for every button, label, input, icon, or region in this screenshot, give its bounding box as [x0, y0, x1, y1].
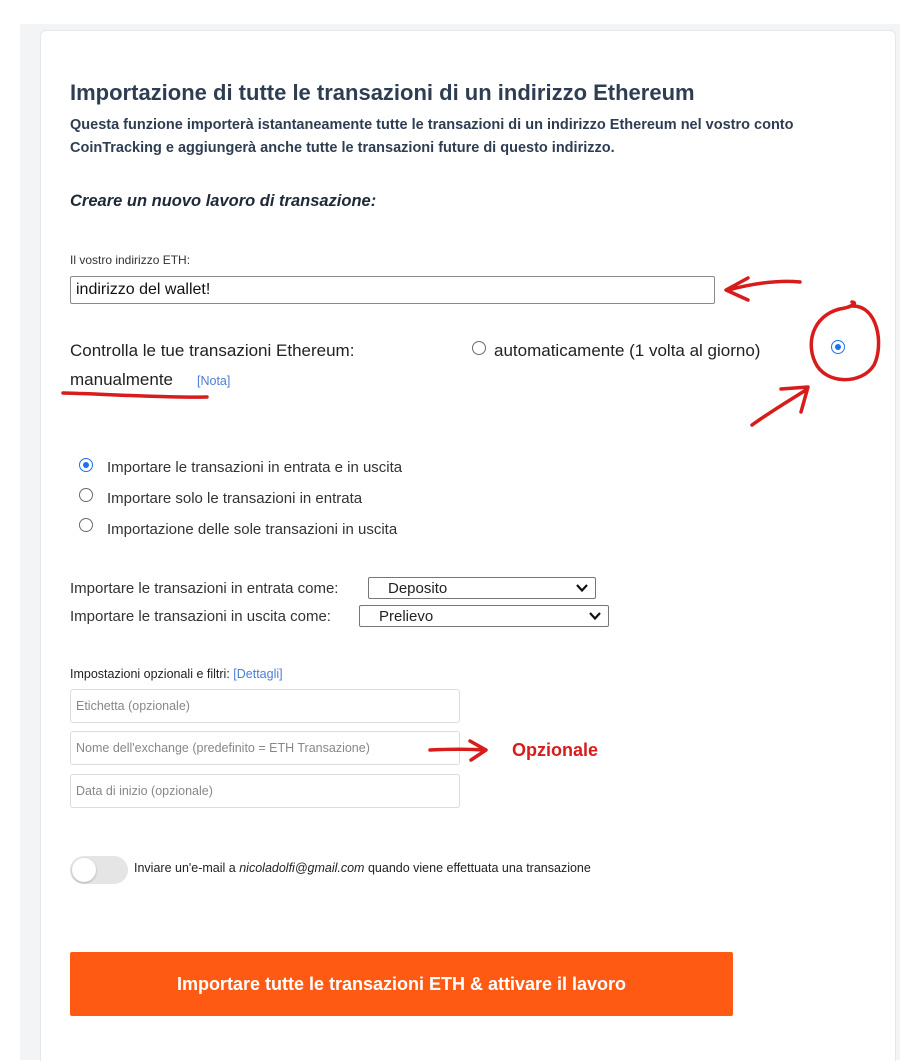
- radio-automatic[interactable]: [472, 341, 486, 355]
- radio-import-out-only[interactable]: [79, 518, 93, 532]
- optional-annotation: Opzionale: [512, 740, 599, 760]
- form-card: [40, 30, 896, 1061]
- email-notification-text: [134, 861, 591, 875]
- check-transactions-label: Controlla le tue transazioni Ethereum:: [70, 341, 355, 360]
- eth-address-input[interactable]: [70, 276, 715, 304]
- outgoing-type-value: Prelievo: [379, 608, 434, 625]
- exchange-name-input[interactable]: [70, 731, 460, 765]
- note-link[interactable]: [Nota]: [197, 374, 231, 388]
- page-description: Questa funzione importerà istantaneamente tutte le transazioni di un indirizzo Ethereum nel vostro conto CoinTracking e aggiungerà anche tutte le transazioni future di questo indirizzo.: [70, 117, 794, 156]
- radio-manual-label[interactable]: manualmente: [70, 370, 174, 389]
- start-date-input[interactable]: [70, 774, 460, 808]
- optional-settings-text: Impostazioni opzionali e filtri:: [70, 667, 230, 681]
- email-toggle-knob: [72, 858, 96, 882]
- email-address: nicoladolfi@gmail.com: [239, 861, 365, 875]
- email-prefix: Inviare un'e-mail a: [134, 861, 236, 875]
- radio-import-in-only[interactable]: [79, 488, 93, 502]
- outgoing-type-label: Importare le transazioni in uscita come:: [70, 608, 331, 625]
- import-activate-button[interactable]: Importare tutte le transazioni ETH & attivare il lavoro: [70, 952, 733, 1016]
- radio-manual[interactable]: [831, 340, 845, 354]
- section-subtitle: Creare un nuovo lavoro di transazione:: [70, 192, 377, 210]
- incoming-type-value: Deposito: [388, 580, 448, 597]
- incoming-type-select[interactable]: [368, 577, 596, 599]
- radio-import-out-only-label[interactable]: Importazione delle sole transazioni in uscita: [107, 521, 398, 538]
- chevron-down-icon: [575, 582, 589, 594]
- radio-import-in-out[interactable]: [79, 458, 93, 472]
- radio-import-in-only-label[interactable]: Importare solo le transazioni in entrata: [107, 490, 363, 507]
- radio-import-in-out-label[interactable]: Importare le transazioni in entrata e in uscita: [107, 459, 403, 476]
- page-title: Importazione di tutte le transazioni di un indirizzo Ethereum: [70, 80, 695, 105]
- details-link[interactable]: [Dettagli]: [233, 667, 283, 681]
- email-suffix: quando viene effettuata una transazione: [367, 861, 591, 875]
- radio-automatic-label[interactable]: automaticamente (1 volta al giorno): [494, 341, 761, 360]
- incoming-type-label: Importare le transazioni in entrata come:: [70, 580, 339, 597]
- optional-settings-label: [70, 667, 283, 681]
- chevron-down-icon: [588, 610, 602, 622]
- email-toggle[interactable]: [70, 856, 128, 884]
- eth-address-label: Il vostro indirizzo ETH:: [70, 253, 191, 267]
- outgoing-type-select[interactable]: [359, 605, 609, 627]
- label-input[interactable]: [70, 689, 460, 723]
